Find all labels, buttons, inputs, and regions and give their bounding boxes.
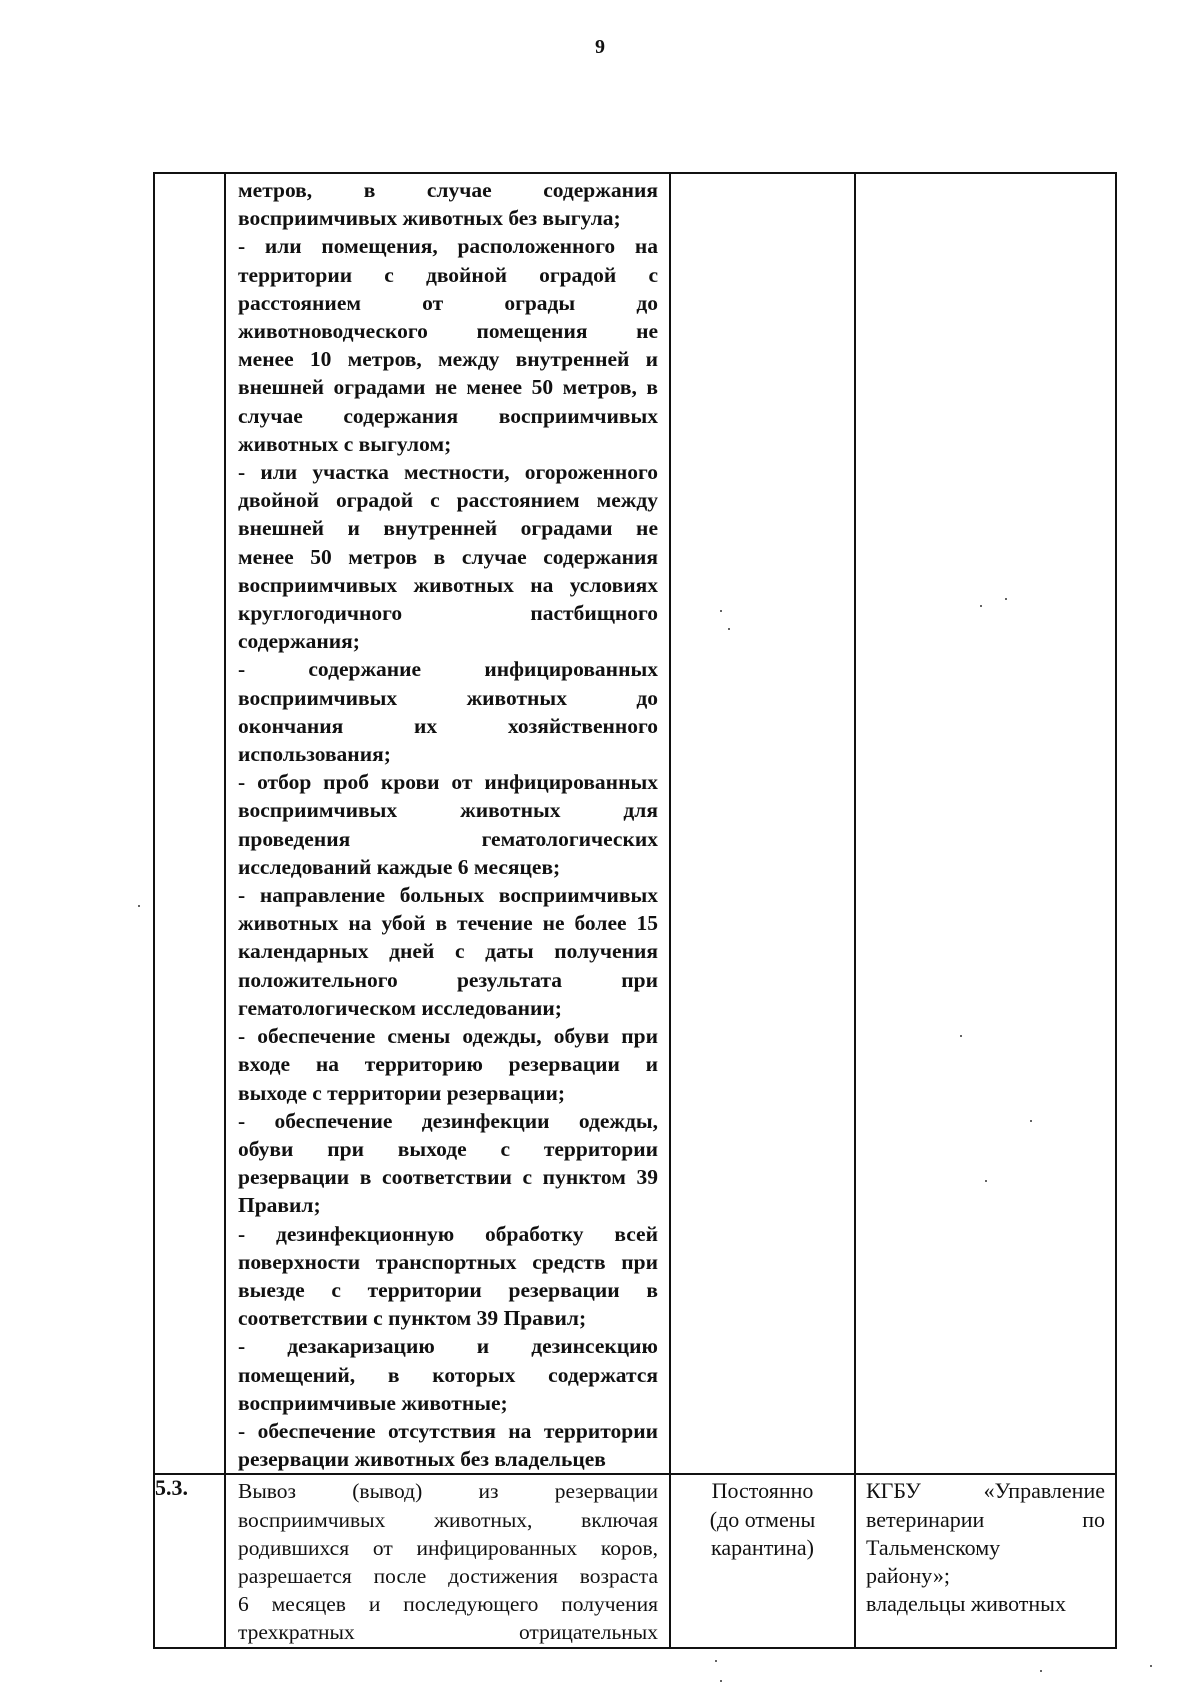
text-line: - содержание инфицированных <box>238 657 658 682</box>
text-line: животных с выгулом; <box>238 431 452 456</box>
scan-speck <box>1040 1670 1042 1672</box>
text-line: метров, в случае содержания <box>238 178 658 202</box>
text-line: родившихся от инфицированных коров, <box>238 1535 658 1560</box>
text-line: резервации в соответствии с пунктом 39 <box>238 1165 658 1190</box>
scan-speck <box>1005 598 1007 600</box>
responsible-cell <box>855 173 1116 1474</box>
text-line: расстоянием от ограды до <box>238 290 658 315</box>
text-line: менее 10 метров, между внутренней и <box>238 347 658 372</box>
text-line: внешней оградами не менее 50 метров, в <box>238 375 658 400</box>
text-line: соответствии с пунктом 39 Правил; <box>238 1306 587 1331</box>
text-line: случае содержания восприимчивых <box>238 403 658 428</box>
text-line: гематологическом исследовании; <box>238 995 562 1020</box>
measure-text <box>226 1475 669 1646</box>
text-line: - дезакаризацию и дезинсекцию <box>238 1334 658 1359</box>
responsible-line: владельцы животных <box>866 1591 1066 1617</box>
text-line: восприимчивых животных для <box>238 798 658 823</box>
text-line: Правил; <box>238 1193 321 1218</box>
text-line: восприимчивых животных до <box>238 685 658 710</box>
text-line: календарных дней с даты получения <box>238 939 658 964</box>
text-line: круглогодичного пастбищного <box>238 601 658 626</box>
text-line: положительного результата при <box>238 967 658 992</box>
measure-text <box>226 174 669 1473</box>
scan-speck <box>985 1180 987 1182</box>
text-line: - обеспечение смены одежды, обуви при <box>238 1024 658 1049</box>
text-line: Вывоз (вывод) из резервации <box>238 1479 658 1504</box>
text-line: использования; <box>238 742 391 767</box>
responsible-line: Тальменскому <box>866 1534 1001 1560</box>
text-line: восприимчивых животных без выгула; <box>238 206 621 231</box>
text-line: входе на территорию резервации и <box>238 1052 658 1077</box>
measure-text-cell <box>225 173 670 1474</box>
text-line: - обеспечение отсутствия на территории <box>238 1418 658 1443</box>
table-row <box>154 1474 1116 1647</box>
row-number-cell <box>154 173 225 1474</box>
text-line: выезде с территории резервации в <box>238 1277 658 1302</box>
text-line: исследований каждые 6 месяцев; <box>238 854 561 879</box>
scan-speck <box>715 1660 717 1662</box>
text-line: окончания их хозяйственного <box>238 713 658 738</box>
text-line: помещений, в которых содержатся <box>238 1362 658 1387</box>
text-line: - направление больных восприимчивых <box>238 883 658 908</box>
text-line: 6 месяцев и последующего получения <box>238 1592 658 1617</box>
text-line: - дезинфекционную обработку всей <box>238 1221 658 1246</box>
term-line: карантина) <box>711 1534 814 1560</box>
text-line: животноводческого помещения не <box>238 319 658 344</box>
term-cell <box>670 173 855 1474</box>
page-number: 9 <box>595 36 605 58</box>
text-line: разрешается после достижения возраста <box>238 1563 658 1588</box>
scan-speck <box>720 610 722 612</box>
text-line: менее 50 метров в случае содержания <box>238 544 658 569</box>
term-line: Постоянно <box>711 1478 814 1504</box>
measure-text-cell <box>225 1474 670 1647</box>
text-line: - или помещения, расположенного на <box>238 234 658 259</box>
text-line: восприимчивых животных на условиях <box>238 572 658 597</box>
responsible-line: ветеринарии по <box>866 1506 1105 1532</box>
text-line: восприимчивые животные; <box>238 1390 508 1415</box>
table-row <box>154 173 1116 1474</box>
responsible-line: КГБУ «Управление <box>866 1478 1105 1504</box>
text-line: трехкратных отрицательных <box>238 1620 658 1645</box>
responsible-line: району»; <box>866 1562 950 1588</box>
scan-speck <box>720 1680 722 1682</box>
text-line: выходе с территории резервации; <box>238 1080 566 1105</box>
text-line: животных на убой в течение не более 15 <box>238 911 658 936</box>
responsible-text <box>856 1475 1115 1618</box>
text-line: содержания; <box>238 629 360 654</box>
text-line: внешней и внутренней оградами не <box>238 516 658 541</box>
scan-speck <box>138 905 140 907</box>
text-line: поверхности транспортных средств при <box>238 1249 658 1274</box>
scan-speck <box>980 605 982 607</box>
text-line: двойной оградой с расстоянием между <box>238 488 658 513</box>
scan-speck <box>728 628 730 630</box>
term-line: (до отмены <box>709 1506 816 1532</box>
text-line: резервации животных без владельцев <box>238 1447 606 1472</box>
term-text <box>671 1475 854 1562</box>
text-line: проведения гематологических <box>238 826 658 851</box>
scan-speck <box>1150 1665 1152 1667</box>
scan-speck <box>960 1035 962 1037</box>
text-line: - обеспечение дезинфекции одежды, <box>238 1108 658 1133</box>
text-line: обуви при выходе с территории <box>238 1136 658 1161</box>
scan-speck <box>1030 1120 1032 1122</box>
term-cell <box>670 1474 855 1647</box>
text-line: территории с двойной оградой с <box>238 262 658 287</box>
responsible-cell <box>855 1474 1116 1647</box>
text-line: восприимчивых животных, включая <box>238 1507 658 1532</box>
text-line: - отбор проб крови от инфицированных <box>238 770 658 795</box>
text-line: - или участка местности, огороженного <box>238 460 658 485</box>
measures-table <box>153 172 1117 1649</box>
row-number-cell: 5.3. <box>154 1474 225 1647</box>
